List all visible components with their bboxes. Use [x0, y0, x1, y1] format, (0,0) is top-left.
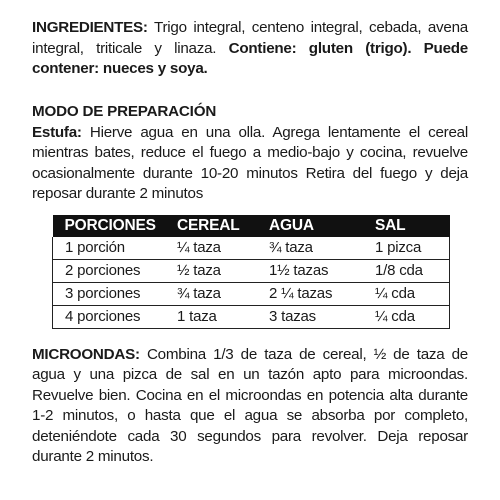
- ingredients-text: Trigo integral, centeno integral, cebada, avena integral, triticale y linaza.: [32, 19, 468, 57]
- cell-portions: 1 porción: [53, 237, 166, 260]
- table-row: [53, 237, 450, 260]
- stove-instructions: [32, 123, 468, 205]
- microwave-text: Combina 1/3 de taza de cereal, ½ de taza de agua y una pizca de sal en un tazón apto para microondas. Revuelve bien. Cocina en el microondas en potencia alta durante 1-2 minutos, o hasta que el agua se absorba por completo, deteniéndote cada 30 segundos para revolver. Deja reposar durante 2 minutos.: [32, 345, 468, 465]
- header-portions: PORCIONES: [53, 215, 166, 237]
- stove-text: Hierve agua en una olla. Agrega lentamente el cereal mientras bates, reduce el fuego a medio-bajo y cocina, revuelve ocasionalmente durante 10-20 minutos Retira del fuego y deja reposar durante 2 minutos: [32, 123, 468, 202]
- header-cereal: CEREAL: [165, 215, 257, 237]
- cell-water: 3 tazas: [257, 305, 363, 328]
- cell-cereal: ½ taza: [165, 259, 257, 282]
- table-row: [53, 282, 450, 305]
- cell-cereal: ¼ taza: [165, 237, 257, 260]
- cell-salt: ¼ cda: [363, 305, 450, 328]
- cell-water: ¾ taza: [257, 237, 363, 260]
- header-salt: SAL: [363, 215, 450, 237]
- microwave-instructions: [32, 345, 468, 468]
- microwave-label: MICROONDAS:: [32, 345, 140, 363]
- ingredients-paragraph: [32, 18, 468, 80]
- cell-portions: 2 porciones: [53, 259, 166, 282]
- stove-label: Estufa:: [32, 123, 82, 141]
- portions-table: [52, 215, 450, 329]
- preparation-title: MODO DE PREPARACIÓN: [32, 102, 217, 120]
- cell-portions: 3 porciones: [53, 282, 166, 305]
- label-panel: [32, 18, 468, 468]
- cell-salt: ¼ cda: [363, 282, 450, 305]
- table-row: [53, 305, 450, 328]
- table-header-row: [53, 215, 450, 237]
- cell-cereal: ¾ taza: [165, 282, 257, 305]
- cell-portions: 4 porciones: [53, 305, 166, 328]
- header-water: AGUA: [257, 215, 363, 237]
- table-row: [53, 259, 450, 282]
- cell-water: 1½ tazas: [257, 259, 363, 282]
- cell-water: 2 ¼ tazas: [257, 282, 363, 305]
- allergen-statement: Contiene: gluten (trigo). Puede contener: nueces y soya.: [32, 39, 468, 77]
- cell-cereal: 1 taza: [165, 305, 257, 328]
- ingredients-label: INGREDIENTES:: [32, 19, 148, 36]
- cell-salt: 1 pizca: [363, 237, 450, 260]
- cell-salt: 1/8 cda: [363, 259, 450, 282]
